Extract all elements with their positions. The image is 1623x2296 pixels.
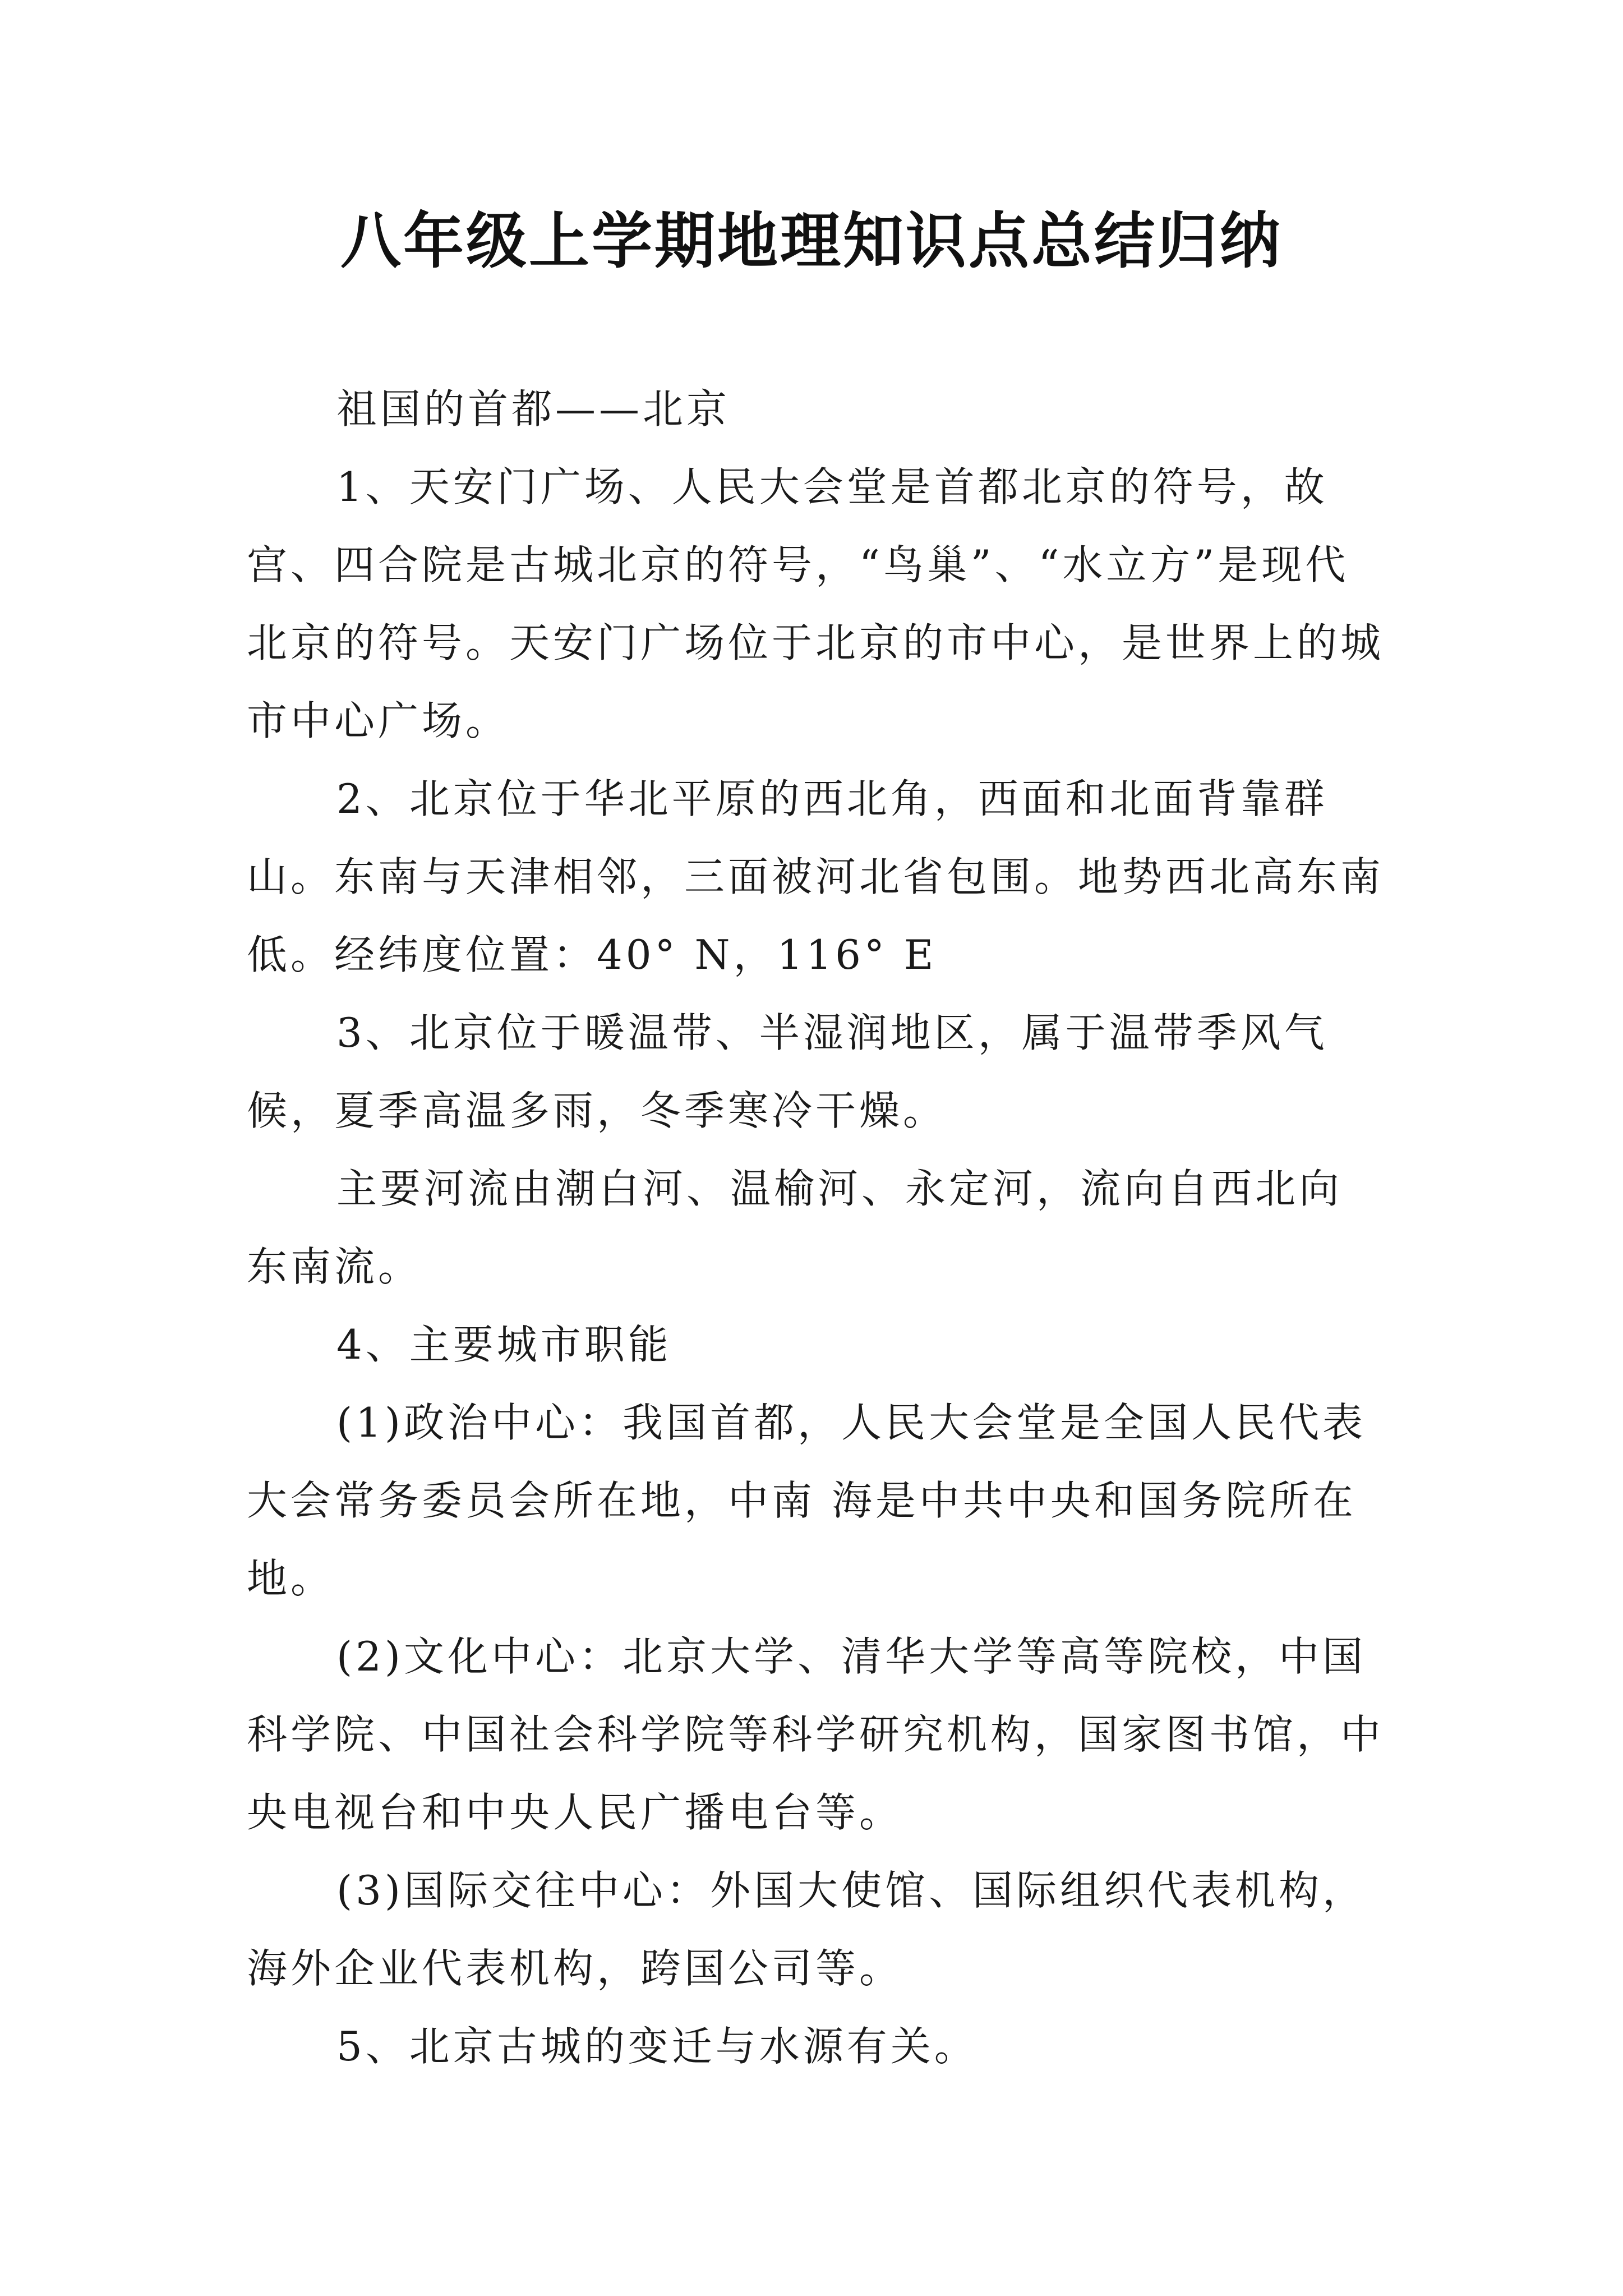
paragraph-cultural-center: (2)文化中心：北京大学、清华大学等高等院校，中国科学院、中国社会科学院等科学研究机构，国家图书馆，中央电视台和中央人民广播电台等。 <box>247 1633 1385 1836</box>
paragraph-2-location: 2、北京位于华北平原的西北角，西面和北面背靠群山。东南与天津相邻，三面被河北省包围。地势西北高东南低。经纬度位置：40° N，116° E <box>247 775 1385 978</box>
paragraph-1-symbols: 1、天安门广场、人民大会堂是首都北京的符号，故宫、四合院是古城北京的符号，“鸟巢”、“水立方”是现代北京的符号。天安门广场位于北京的市中心，是世界上的城市中心广场。 <box>247 463 1385 744</box>
paragraph-political-center: (1)政治中心：我国首都，人民大会堂是全国人民代表大会常务委员会所在地，中南 海是中共中央和国务院所在地。 <box>247 1399 1366 1602</box>
document-body <box>247 370 1385 2086</box>
paragraph-rivers: 主要河流由潮白河、温榆河、永定河，流向自西北向东南流。 <box>247 1165 1343 1290</box>
paragraph-4-functions: 4、主要城市职能 <box>336 1321 672 1368</box>
document-title: 八年级上学期地理知识点总结归纳 <box>340 206 1283 277</box>
paragraph-capital-heading: 祖国的首都——北京 <box>336 385 731 432</box>
paragraph-international-center: (3)国际交往中心：外国大使馆、国际组织代表机构，海外企业代表机构，跨国公司等。 <box>247 1867 1366 1992</box>
paragraph-3-climate: 3、北京位于暖温带、半湿润地区，属于温带季风气候，夏季高温多雨，冬季寒冷干燥。 <box>247 1009 1328 1134</box>
paragraph-5-old-city: 5、北京古城的变迁与水源有关。 <box>336 2023 978 2070</box>
